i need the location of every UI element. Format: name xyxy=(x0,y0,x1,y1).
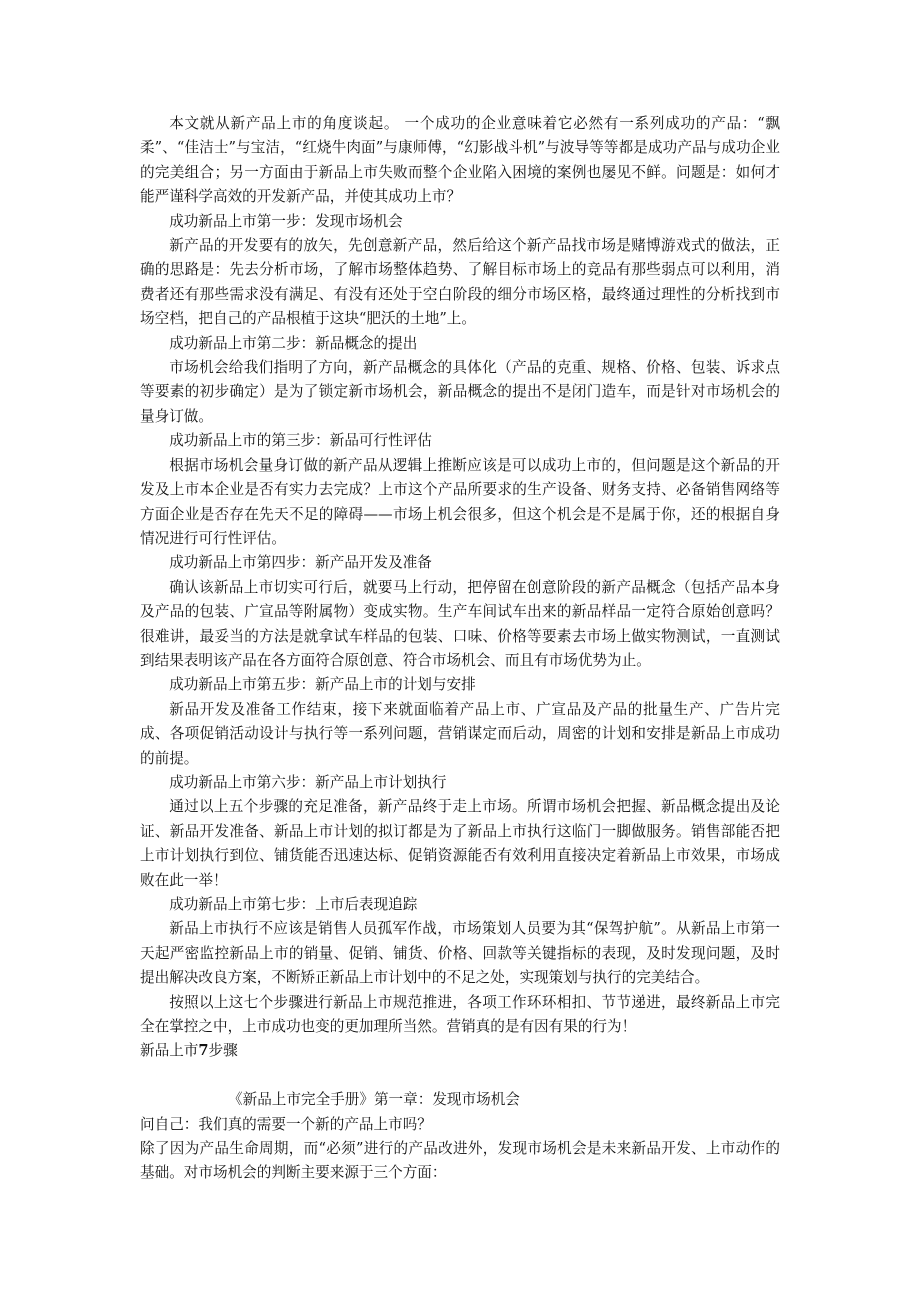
conclusion-paragraph: 按照以上这七个步骤进行新品上市规范推进，各项工作环环相扣、节节递进，最终新品上市完全在掌控之中，上市成功也变的更加理所当然。营销真的是有因有果的行为！ xyxy=(140,993,780,1036)
step-5-body: 新品开发及准备工作结束，接下来就面临着产品上市、广宣品及产品的批量生产、广告片完成、各项促销活动设计与执行等一系列问题，营销谋定而后动，周密的计划和安排是新品上市成功的前提。 xyxy=(140,700,780,767)
step-2-heading: 成功新品上市第二步：新品概念的提出 xyxy=(169,334,418,352)
step-3-heading: 成功新品上市的第三步：新品可行性评估 xyxy=(169,432,432,450)
blank-line xyxy=(140,1064,780,1088)
step-5-heading: 成功新品上市第五步：新产品上市的计划与安排 xyxy=(169,676,476,694)
summary-number: 7 xyxy=(198,1042,209,1060)
chapter-heading: 《新品上市完全手册》第一章：发现市场机会 xyxy=(228,1091,520,1109)
intro-paragraph: 本文就从新产品上市的角度谈起。 一个成功的企业意味着它必然有一系列成功的产品：“飘柔”、“佳洁士”与宝洁，“红烧牛肉面”与康师傅，“幻影战斗机”与波导等等都是成功产品与成功企业的完美组合；另一方面由于新品上市失败而整个企业陷入困境的案例也屡见不鲜。问题是：如何才能严谨科学高效的开发新产品，并使其成功上市？ xyxy=(140,115,780,206)
chapter-question: 问自己：我们真的需要一个新的产品上市吗？ xyxy=(140,1115,432,1133)
document-page xyxy=(140,112,780,1186)
step-3-body: 根据市场机会量身订做的新产品从逻辑上推断应该是可以成功上市的，但问题是这个新品的开发及上市本企业是否有实力去完成？上市这个产品所要求的生产设备、财务支持、必备销售网络等方面企业是否存在先天不足的障碍——市场上机会很多，但这个机会是不是属于你，还的根据自身情况进行可行性评估。 xyxy=(140,456,780,547)
step-4-heading: 成功新品上市第四步：新产品开发及准备 xyxy=(169,554,432,572)
step-7-body: 新品上市执行不应该是销售人员孤军作战，市场策划人员要为其“保驾护航”。从新品上市第一天起严密监控新品上市的销量、促销、铺货、价格、回款等关键指标的表现，及时发现问题，及时提出解决改良方案，不断矫正新品上市计划中的不足之处，实现策划与执行的完美结合。 xyxy=(140,920,780,987)
step-1-heading: 成功新品上市第一步：发现市场机会 xyxy=(169,212,403,230)
summary-text: 新品上市 xyxy=(140,1042,199,1060)
step-6-heading: 成功新品上市第六步：新产品上市计划执行 xyxy=(169,773,447,791)
chapter-body: 除了因为产品生命周期，而“必须”进行的产品改进外，发现市场机会是未来新品开发、上市动作的基础。对市场机会的判断主要来源于三个方面： xyxy=(140,1140,780,1182)
step-6-body: 通过以上五个步骤的充足准备，新产品终于走上市场。所谓市场机会把握、新品概念提出及论证、新品开发准备、新品上市计划的拟订都是为了新品上市执行这临门一脚做服务。销售部能否把上市计划执行到位、铺货能否迅速达标、促销资源能否有效利用直接决定着新品上市效果，市场成败在此一举！ xyxy=(140,798,780,889)
summary-suffix: 步骤 xyxy=(208,1042,238,1060)
summary-line xyxy=(140,1039,780,1063)
step-4-body: 确认该新品上市切实可行后，就要马上行动，把停留在创意阶段的新产品概念（包括产品本身及产品的包装、广宣品等附属物）变成实物。生产车间试车出来的新品样品一定符合原始创意吗？很难讲，最妥当的方法是就拿试车样品的包装、口味、价格等要素去市场上做实物测试，一直测试到结果表明该产品在各方面符合原创意、符合市场机会、而且有市场优势为止。 xyxy=(140,578,780,669)
step-1-body: 新产品的开发要有的放矢，先创意新产品，然后给这个新产品找市场是赌博游戏式的做法，正确的思路是：先去分析市场，了解市场整体趋势、了解目标市场上的竞品有那些弱点可以利用，消费者还有那些需求没有满足、有没有还处于空白阶段的细分市场区格，最终通过理性的分析找到市场空档，把自己的产品根植于这块“肥沃的土地”上。 xyxy=(140,237,780,328)
step-7-heading: 成功新品上市第七步：上市后表现追踪 xyxy=(169,896,418,913)
step-2-body: 市场机会给我们指明了方向，新产品概念的具体化（产品的克重、规格、价格、包装、诉求点等要素的初步确定）是为了锁定新市场机会，新品概念的提出不是闭门造车，而是针对市场机会的量身订做。 xyxy=(140,359,780,425)
